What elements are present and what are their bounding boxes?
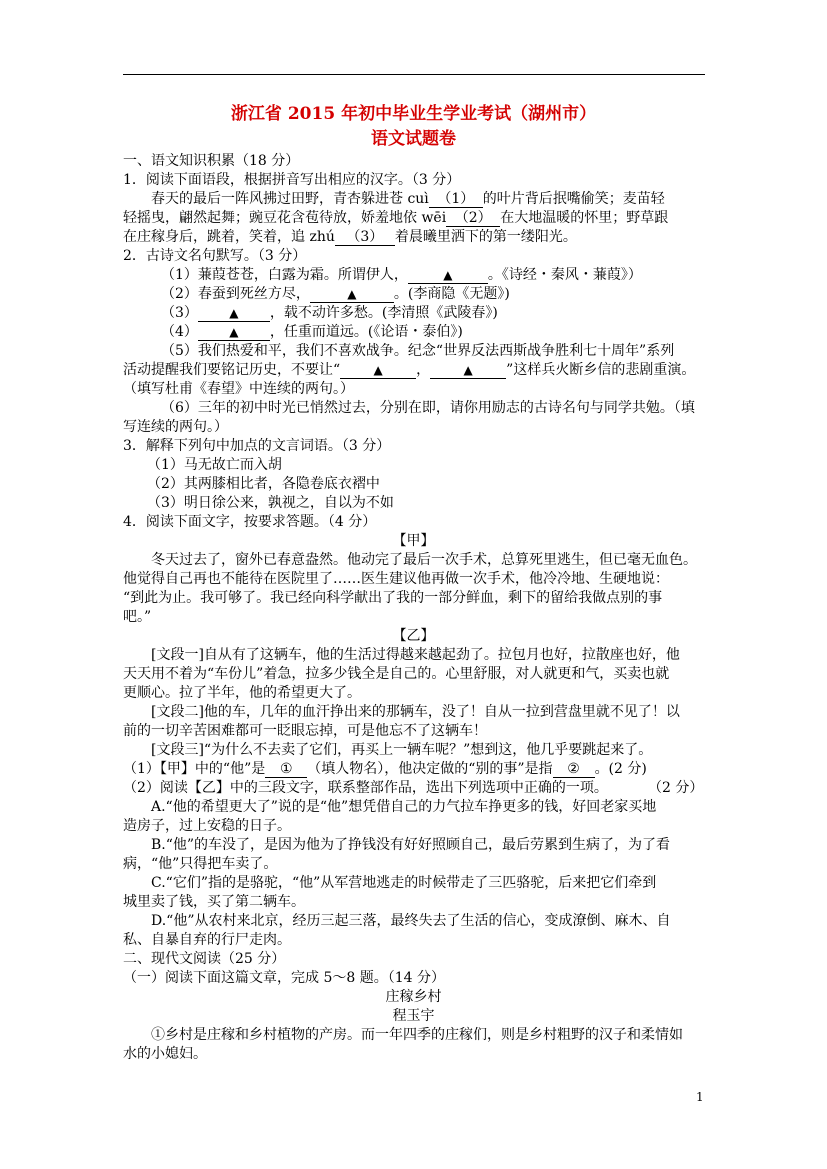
q4-text: 。(2 分) bbox=[594, 761, 647, 777]
q4-yi-label: 【乙】 bbox=[392, 628, 435, 644]
q2-blank-2[interactable]: ▲ bbox=[310, 286, 394, 303]
jia-line-1: 冬天过去了，窗外已春意盎然。他动完了最后一次手术，总算死里逃生，但已毫无血色。 bbox=[151, 552, 697, 568]
exam-title: 浙江省 2015 年初中毕业生学业考试（湖州市） bbox=[230, 104, 597, 124]
yi-para1-line-1: [文段一]自从有了这辆车，他的生活过得越来越起劲了。拉包月也好，拉散座也好，他 bbox=[151, 647, 680, 663]
q2-stem: 2．古诗文名句默写。（3 分） bbox=[123, 248, 307, 264]
q2-text: ”这样兵火断乡信的悲剧重演。 bbox=[506, 362, 696, 378]
q2-text: ，载不动许多愁。(李清照《武陵春》) bbox=[269, 305, 498, 321]
q4-jia-label: 【甲】 bbox=[392, 533, 435, 549]
q2-text: （2）春蚕到死丝方尽， bbox=[161, 286, 310, 302]
yi-para1-line-3: 更顺心。拉了半年，他的希望更大了。 bbox=[123, 685, 361, 701]
q1-line-1 bbox=[151, 190, 665, 208]
article-para1-line-2: 水的小媳妇。 bbox=[123, 1046, 207, 1062]
jia-line-4: 吧。” bbox=[123, 609, 152, 625]
q1-stem: 1．阅读下面语段，根据拼音写出相应的汉字。（3 分） bbox=[123, 172, 461, 188]
top-rule bbox=[123, 74, 705, 75]
q2-item-5-line-2 bbox=[123, 361, 695, 379]
q2-item-5-line-3: （填写杜甫《春望》中连续的两句。） bbox=[123, 381, 354, 397]
q1-blank-1[interactable]: （1） bbox=[429, 191, 483, 208]
yi-para2-line-2: 前的一切辛苦困难都可一眨眼忘掉，可是他忘不了这辆车！ bbox=[123, 723, 487, 739]
part-1-instruction: （一）阅读下面这篇文章，完成 5～8 题。（14 分） bbox=[123, 970, 445, 986]
option-b-line-1[interactable]: B.“他”的车没了，是因为他为了挣钱没有好好照顾自己，最后劳累到生病了，为了看 bbox=[151, 837, 671, 853]
q4-blank-1[interactable]: ① bbox=[265, 761, 307, 778]
q2-item-2 bbox=[161, 285, 510, 303]
section-2-heading: 二、现代文阅读（25 分） bbox=[123, 951, 286, 967]
yi-para3-line-1: [文段三]“为什么不去卖了它们，再买上一辆车呢？”想到这，他几乎要跳起来了。 bbox=[151, 742, 653, 758]
q4-blank-2[interactable]: ② bbox=[553, 761, 595, 778]
q2-item-6-line-2: 写连续的两句。） bbox=[123, 419, 228, 435]
q2-text: ，任重而道远。(《论语・泰伯》) bbox=[269, 324, 463, 340]
q4-text: （1）【甲】中的“他”是 bbox=[123, 761, 266, 777]
q1-text: 在大地温暖的怀里；野草跟 bbox=[500, 210, 669, 226]
page-number: 1 bbox=[696, 1090, 704, 1104]
q4-sub-2-points: （2 分） bbox=[648, 780, 704, 796]
q3-item-3: （3）明日徐公来，孰视之，自以为不如 bbox=[147, 495, 394, 511]
q1-text: 的叶片背后抿嘴偷笑；麦苗轻 bbox=[482, 191, 665, 207]
q1-text: 着晨曦里洒下的第一缕阳光。 bbox=[394, 229, 577, 245]
q3-item-1: （1）马无故亡而入胡 bbox=[147, 457, 282, 473]
option-c-line-1[interactable]: C.“它们”指的是骆驼，“他”从军营地逃走的时候带走了三匹骆驼，后来把它们牵到 bbox=[151, 875, 657, 891]
option-b-line-2: 病，“他”只得把车卖了。 bbox=[123, 856, 278, 872]
q2-text: （3） bbox=[161, 305, 198, 321]
option-d-line-1[interactable]: D.“他”从农村来北京，经历三起三落，最终失去了生活的信心，变成潦倒、麻木、自 bbox=[151, 913, 671, 929]
q2-blank-1[interactable]: ▲ bbox=[408, 267, 488, 284]
q1-text: 春天的最后一阵风拂过田野，青杏躲进苍 cuì bbox=[151, 191, 429, 207]
q1-text: 在庄稼身后，跳着，笑着，追 zhú bbox=[123, 229, 335, 245]
q2-text: （4） bbox=[161, 324, 198, 340]
q3-stem: 3．解释下列句中加点的文言词语。（3 分） bbox=[123, 438, 391, 454]
q1-blank-2[interactable]: （2） bbox=[446, 210, 500, 227]
q3-item-2: （2）其两膝相比者，各隐卷底衣褶中 bbox=[147, 476, 380, 492]
option-a-line-1[interactable]: A.“他的希望更大了”说的是“他”想凭借自己的力气拉车挣更多的钱，好回老家买地 bbox=[151, 799, 657, 815]
article-para1-line-1: ①乡村是庄稼和乡村植物的产房。而一年四季的庄稼们，则是乡村粗野的汉子和柔情如 bbox=[151, 1027, 683, 1043]
q2-item-6-line-1: （6）三年的初中时光已悄然过去，分别在即，请你用励志的古诗名句与同学共勉。（填 bbox=[161, 400, 695, 416]
jia-line-3: “到此为止。我可够了。我已经向科学献出了我的一部分鲜血，剩下的留给我做点别的事 bbox=[123, 590, 663, 606]
yi-para1-line-2: 天天用不着为“车份儿”着急，拉多少钱全是自己的。心里舒服，对人就更和气，买卖也就 bbox=[123, 666, 670, 682]
q1-line-3 bbox=[123, 228, 577, 246]
q1-text: 轻摇曳，翩然起舞；豌豆花含苞待放，娇羞地依 wēi bbox=[123, 210, 447, 226]
q2-item-5-line-1: （5）我们热爱和平，我们不喜欢战争。纪念“世界反法西斯战争胜利七十周年”系列 bbox=[161, 343, 675, 359]
q1-line-2 bbox=[123, 209, 668, 227]
section-1-heading: 一、语文知识积累（18 分） bbox=[123, 153, 300, 169]
option-d-line-2: 私、自暴自弃的行尸走肉。 bbox=[123, 932, 291, 948]
q2-item-4 bbox=[161, 323, 463, 341]
q2-text: 。《诗经・秦风・蒹葭》） bbox=[487, 267, 642, 283]
q2-text: 活动提醒我们要铭记历史，不要让“ bbox=[123, 362, 341, 378]
jia-line-2: 他觉得自己再也不能待在医院里了……医生建议他再做一次手术，他冷冷地、生硬地说： bbox=[123, 571, 669, 587]
q2-text: 。(李商隐《无题》) bbox=[393, 286, 510, 302]
q4-sub-2: （2）阅读【乙】中的三段文字，联系整部作品，选出下列选项中正确的一项。 bbox=[123, 780, 608, 796]
q2-blank-5b[interactable]: ▲ bbox=[430, 362, 506, 379]
option-c-line-2: 城里卖了钱，买了第二辆车。 bbox=[123, 894, 305, 910]
q2-item-1 bbox=[161, 266, 642, 284]
option-a-line-2: 造房子，过上安稳的日子。 bbox=[123, 818, 291, 834]
article-title: 庄稼乡村 bbox=[385, 989, 442, 1005]
q2-text: ， bbox=[416, 362, 431, 378]
q4-text: （填人物名），他决定做的“别的事”是指 bbox=[307, 761, 553, 777]
exam-subtitle: 语文试题卷 bbox=[371, 129, 456, 149]
q2-item-3 bbox=[161, 304, 498, 322]
q4-stem: 4．阅读下面文字，按要求答题。（4 分） bbox=[123, 514, 377, 530]
q2-blank-5a[interactable]: ▲ bbox=[340, 362, 416, 379]
q2-blank-3[interactable]: ▲ bbox=[198, 305, 270, 322]
article-author: 程玉宇 bbox=[392, 1008, 435, 1024]
yi-para2-line-1: [文段二]他的车，几年的血汗挣出来的那辆车，没了！自从一拉到营盘里就不见了！以 bbox=[151, 704, 680, 720]
q2-blank-4[interactable]: ▲ bbox=[198, 324, 270, 341]
q1-blank-3[interactable]: （3） bbox=[335, 229, 395, 246]
q4-sub-1 bbox=[123, 760, 647, 778]
q2-text: （1）蒹葭苍苍，白露为霜。所谓伊人， bbox=[161, 267, 408, 283]
